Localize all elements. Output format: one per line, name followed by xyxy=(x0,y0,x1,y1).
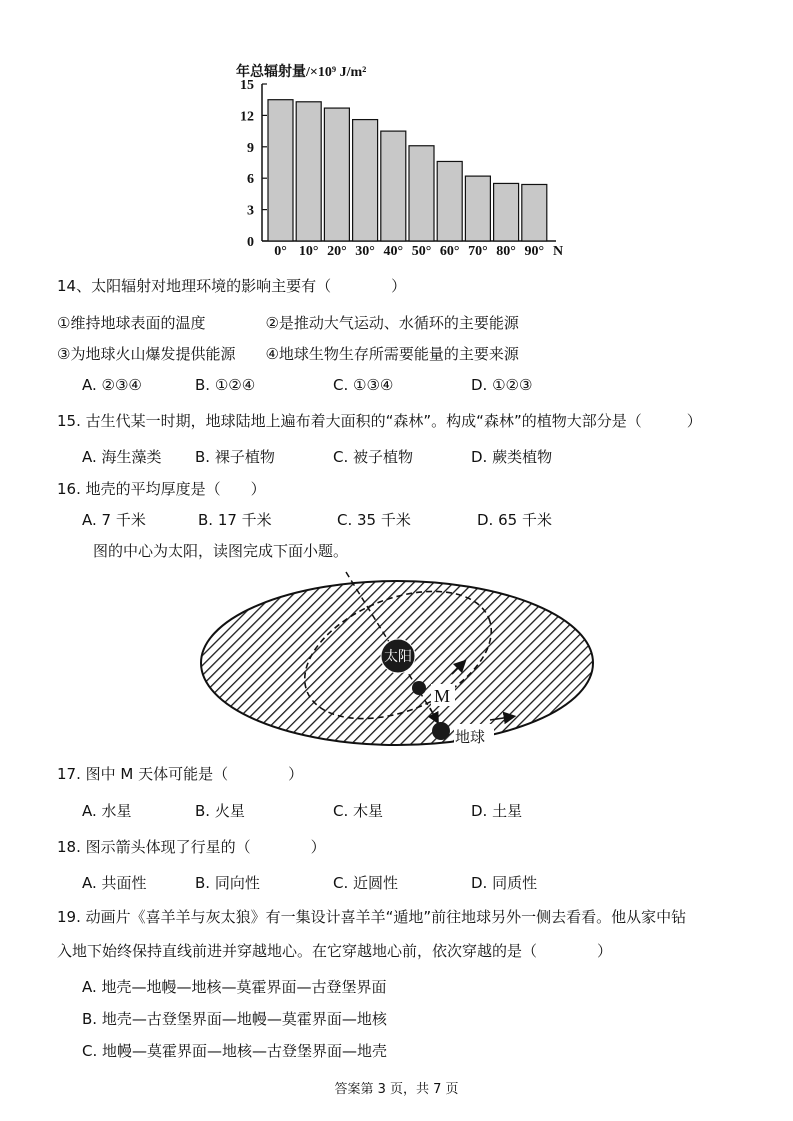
q15-option-c[interactable]: C. 被子植物 xyxy=(333,448,414,466)
x-tick-label: 70° xyxy=(468,244,488,259)
q17-option-d[interactable]: D. 土星 xyxy=(471,802,523,820)
q18-option-c[interactable]: C. 近圆性 xyxy=(333,874,399,892)
q16-option-d[interactable]: D. 65 千米 xyxy=(477,511,552,529)
q14-option-c[interactable]: C. ①③④ xyxy=(333,376,394,394)
x-tick-label: 80° xyxy=(496,244,516,259)
q18-option-d[interactable]: D. 同质性 xyxy=(471,874,538,892)
q19-stem-line-2: 入地下始终保持直线前进并穿越地心。在它穿越地心前，依次穿越的是（ ） xyxy=(57,942,613,960)
q14-statement-line-2: ③为地球火山爆发提供能源 ④地球生物生存所需要能量的主要来源 xyxy=(57,345,519,363)
y-tick-label: 3 xyxy=(247,203,254,219)
earth-label: 地球 xyxy=(455,728,486,746)
q19-option-c[interactable]: C. 地幔—莫霍界面—地核—古登堡界面—地壳 xyxy=(82,1042,388,1060)
q14-option-d[interactable]: D. ①②③ xyxy=(471,376,533,394)
bar xyxy=(437,161,462,241)
bar xyxy=(465,176,490,241)
q15-option-d[interactable]: D. 蕨类植物 xyxy=(471,448,553,466)
earth-body xyxy=(432,722,450,740)
q16-option-c[interactable]: C. 35 千米 xyxy=(337,511,411,529)
y-tick-label: 0 xyxy=(247,235,254,250)
orbit-diagram xyxy=(0,560,793,760)
x-tick-label: 0° xyxy=(274,244,287,259)
q19-option-b[interactable]: B. 地壳—古登堡界面—地幔—莫霍界面—地核 xyxy=(82,1010,387,1028)
diagram-intro: 图的中心为太阳，读图完成下面小题。 xyxy=(93,542,349,560)
page-footer: 答案第 3 页，共 7 页 xyxy=(334,1082,459,1097)
q14-statement-line-1: ①维持地球表面的温度 ②是推动大气运动、水循环的主要能源 xyxy=(57,314,519,332)
bar xyxy=(522,184,547,241)
bar xyxy=(494,183,519,241)
x-tick-label: 20° xyxy=(327,244,347,259)
q18-option-b[interactable]: B. 同向性 xyxy=(195,874,260,892)
x-tick-label: 40° xyxy=(383,244,404,259)
m-label: M xyxy=(434,686,451,706)
q14-stem: 14、太阳辐射对地理环境的影响主要有（ ） xyxy=(57,277,407,295)
y-tick-label: 6 xyxy=(247,172,254,188)
q16-stem: 16. 地壳的平均厚度是（ ） xyxy=(57,480,266,498)
q17-option-c[interactable]: C. 木星 xyxy=(333,802,384,820)
y-tick-label: 12 xyxy=(240,109,254,125)
bar xyxy=(324,108,349,241)
m-body xyxy=(412,681,426,695)
q17-stem: 17. 图中 M 天体可能是（ ） xyxy=(57,765,304,783)
q15-option-a[interactable]: A. 海生藻类 xyxy=(82,448,162,466)
q18-option-a[interactable]: A. 共面性 xyxy=(82,874,147,892)
q17-option-b[interactable]: B. 火星 xyxy=(195,802,245,820)
bar xyxy=(353,120,378,241)
q18-stem: 18. 图示箭头体现了行星的（ ） xyxy=(57,838,326,856)
q14-option-a[interactable]: A. ②③④ xyxy=(82,376,142,394)
chart-xlabel: N xyxy=(553,244,564,259)
chart-ylabel: 年总辐射量/×10⁹ J/m² xyxy=(236,65,367,80)
bar xyxy=(409,146,434,241)
bar xyxy=(296,102,321,241)
q17-option-a[interactable]: A. 水星 xyxy=(82,802,132,820)
sun-label: 太阳 xyxy=(384,649,412,665)
x-tick-label: 10° xyxy=(298,244,319,259)
q16-option-b[interactable]: B. 17 千米 xyxy=(198,511,272,529)
x-tick-label: 50° xyxy=(411,244,432,259)
q19-stem-line-1: 19. 动画片《喜羊羊与灰太狼》有一集设计喜羊羊“遁地”前往地球另外一侧去看看。他从家中钻 xyxy=(57,908,687,926)
x-tick-label: 60° xyxy=(439,244,460,259)
q19-option-a[interactable]: A. 地壳—地幔—地核—莫霍界面—古登堡界面 xyxy=(82,978,387,996)
bar xyxy=(268,100,293,241)
radiation-bar-chart xyxy=(0,0,793,270)
y-tick-label: 9 xyxy=(247,140,254,156)
x-tick-label: 30° xyxy=(355,244,375,259)
x-tick-label: 90° xyxy=(524,244,545,259)
q14-option-b[interactable]: B. ①②④ xyxy=(195,376,256,394)
q16-option-a[interactable]: A. 7 千米 xyxy=(82,511,146,529)
y-tick-label: 15 xyxy=(240,78,254,93)
q15-option-b[interactable]: B. 裸子植物 xyxy=(195,448,275,466)
bar xyxy=(381,131,406,241)
q15-stem: 15. 古生代某一时期，地球陆地上遍布着大面积的“森林”。构成“森林”的植物大部分是（ ） xyxy=(57,412,702,430)
